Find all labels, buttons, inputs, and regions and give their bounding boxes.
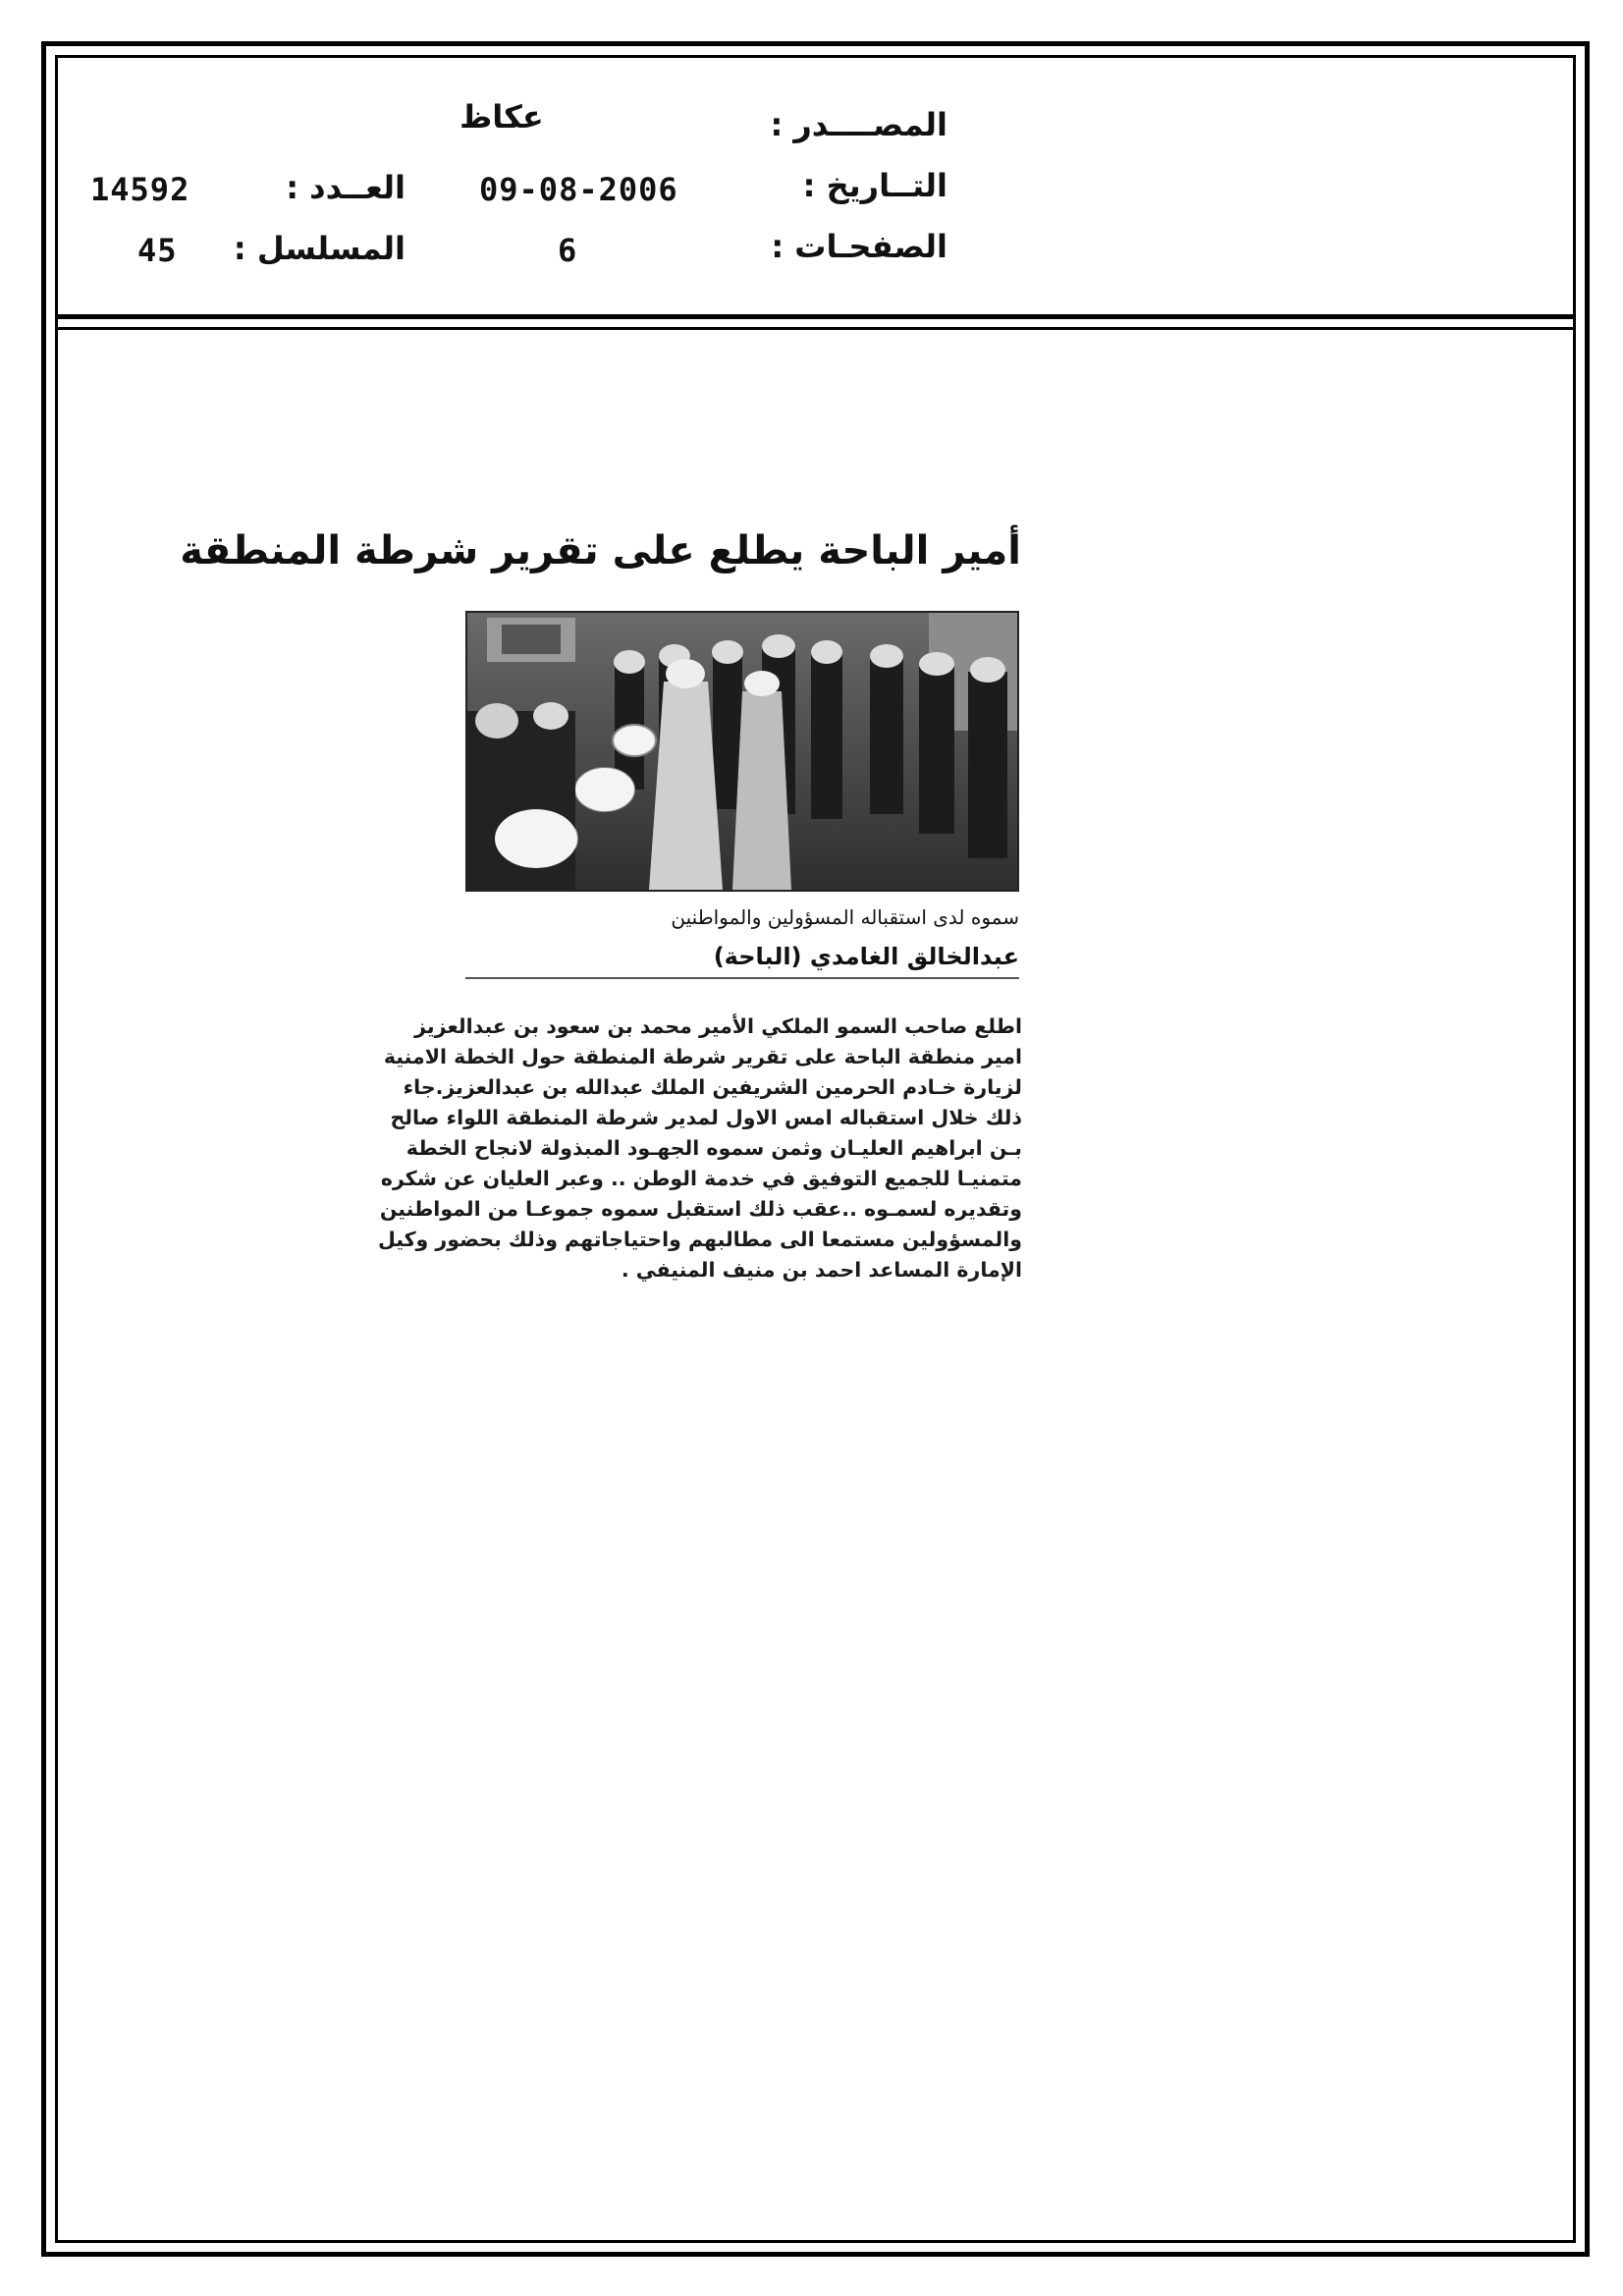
- article-body-line: امير منطقة الباحة على تقرير شرطة المنطقة حول الخطة الامنية: [383, 1045, 1022, 1068]
- date-label: التــاريخ :: [802, 167, 947, 204]
- article-title: أمير الباحة يطلع على تقرير شرطة المنطقة: [180, 528, 1021, 574]
- article-body-line: اطلع صاحب السمو الملكي الأمير محمد بن سعود بن عبدالعزيز: [414, 1014, 1022, 1038]
- article-body-line: والمسؤولين مستمعا الى مطالبهم واحتياجاتهم وذلك بحضور وكيل: [377, 1228, 1022, 1251]
- photo-illustration: [467, 613, 1017, 890]
- header-divider-thick: [55, 314, 1576, 319]
- issue-label: العــدد :: [286, 169, 406, 206]
- article-body-line: الإمارة المساعد احمد بن منيف المنيفي .: [621, 1258, 1022, 1282]
- issue-value: 14592: [90, 171, 190, 208]
- serial-value: 45: [137, 232, 178, 269]
- article-body-line: متمنيـا للجميع التوفيق في خدمة الوطن .. وعبر العليان عن شكره: [380, 1167, 1022, 1190]
- photo-caption: سموه لدى استقباله المسؤولين والمواطنين: [671, 905, 1019, 929]
- article-body: [377, 1011, 1022, 1285]
- serial-label: المسلسل :: [233, 230, 406, 267]
- article-byline: عبدالخالق الغامدي (الباحة): [713, 943, 1019, 970]
- pages-label: الصفحـات :: [771, 228, 947, 265]
- article-photo: [465, 611, 1019, 892]
- date-value: 09-08-2006: [479, 171, 678, 208]
- article-body-line: ذلك خلال استقباله امس الاول لمدير شرطة المنطقة اللواء صالح: [390, 1106, 1022, 1129]
- pages-value: 6: [558, 232, 578, 269]
- byline-divider: [465, 977, 1019, 979]
- article-body-line: وتقديره لسمـوه ..عقب ذلك استقبل سموه جموعـا من المواطنين: [379, 1197, 1022, 1221]
- source-value: عكاظ: [460, 98, 544, 136]
- article-body-line: لزيارة خـادم الحرمين الشريفين الملك عبدالله بن عبدالعزيز.جاء: [403, 1075, 1022, 1099]
- source-label: المصــــدر :: [770, 106, 947, 143]
- header-divider-thin: [55, 327, 1576, 330]
- article-body-line: بـن ابراهيم العليـان وثمن سموه الجهـود المبذولة لانجاح الخطة: [406, 1136, 1022, 1160]
